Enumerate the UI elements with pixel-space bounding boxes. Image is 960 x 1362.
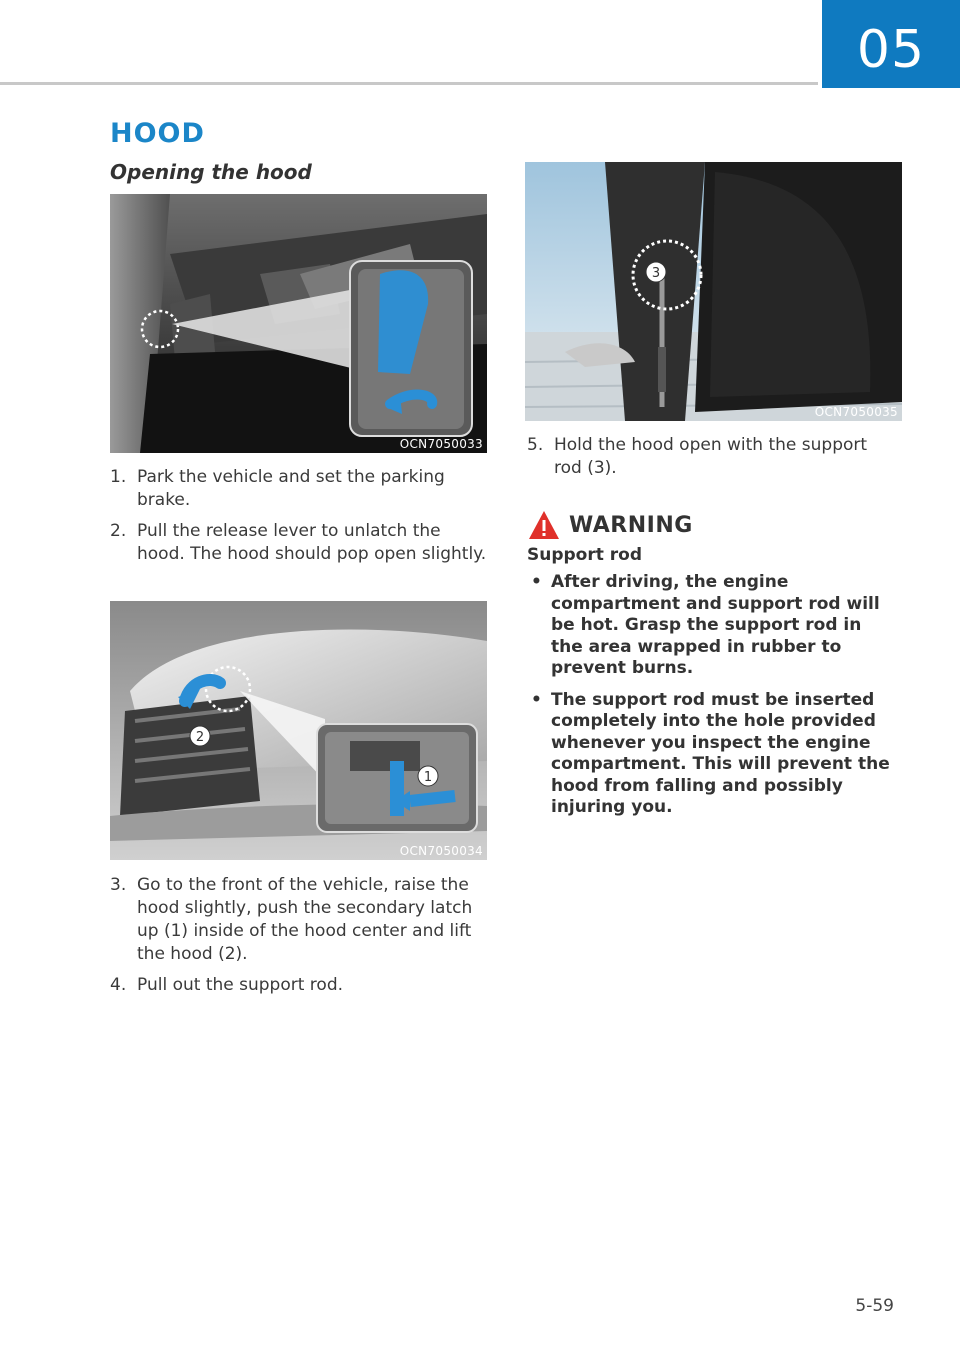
- bullet: •: [531, 689, 542, 710]
- figure-code: OCN7050033: [399, 437, 483, 451]
- subsection-title: Opening the hood: [110, 160, 312, 184]
- step-text: Go to the front of the vehicle, raise the hood slightly, push the secondary latch up (1) inside of the hood center and lift the hood (2).: [137, 875, 473, 964]
- step-text: Hold the hood open with the support rod (3).: [554, 435, 868, 478]
- warning-subtitle: Support rod: [527, 545, 643, 565]
- list-item: [110, 874, 487, 966]
- warning-text: After driving, the engine compartment and support rod will be hot. Grasp the support rod in the area wrapped in rubber to prevent burns.: [551, 572, 880, 678]
- warning-text: The support rod must be inserted completely into the hole provided whenever you inspect the engine compartment. This will prevent the hood from falling and possibly injuring you.: [551, 689, 890, 817]
- step-number: 2.: [110, 521, 127, 541]
- warning-label: WARNING: [569, 512, 693, 538]
- figure-code: OCN7050034: [399, 844, 483, 858]
- list-item: [527, 572, 899, 680]
- steps-list-1: [110, 466, 487, 574]
- figure-code: OCN7050035: [814, 405, 898, 419]
- steps-list-3: [527, 434, 899, 488]
- step-text: Park the vehicle and set the parking brake.: [137, 467, 445, 510]
- list-item: [110, 974, 487, 997]
- steps-list-2: [110, 874, 487, 1005]
- section-title: HOOD: [110, 118, 205, 149]
- callout-3: 3: [651, 266, 661, 281]
- callout-1: 1: [423, 770, 433, 785]
- list-item: [527, 434, 899, 480]
- warning-header: [527, 508, 693, 542]
- support-rod-illustration: [525, 162, 902, 421]
- page-number: 5-59: [855, 1296, 894, 1316]
- list-item: [527, 690, 899, 819]
- step-number: 3.: [110, 875, 127, 895]
- step-number: 5.: [527, 435, 544, 455]
- warning-list: [527, 572, 899, 829]
- step-number: 4.: [110, 975, 127, 995]
- chapter-tab: 05: [822, 0, 960, 88]
- bullet: •: [531, 572, 542, 592]
- figure-secondary-latch: [110, 601, 487, 860]
- callout-2: 2: [195, 730, 205, 745]
- figure-release-lever: [110, 194, 487, 453]
- step-number: 1.: [110, 467, 127, 487]
- warning-icon: [527, 509, 561, 541]
- list-item: [110, 466, 487, 512]
- list-item: [110, 520, 487, 566]
- figure-support-rod: [525, 162, 902, 421]
- step-text: Pull the release lever to unlatch the hood. The hood should pop open slightly.: [137, 521, 487, 564]
- release-lever-illustration: [110, 194, 487, 453]
- step-text: Pull out the support rod.: [137, 975, 344, 995]
- header-rule: [0, 82, 818, 85]
- secondary-latch-illustration: [110, 601, 487, 860]
